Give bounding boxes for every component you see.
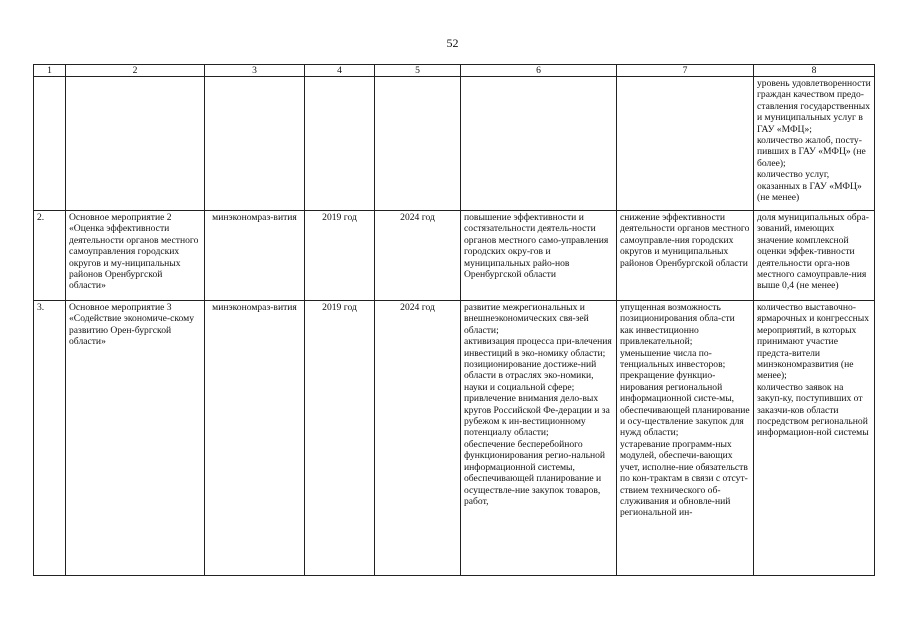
column-number-cell: 4 (305, 65, 375, 77)
table-row-continuation (34, 77, 875, 211)
responsible-cell: минэкономраз-вития (205, 301, 305, 576)
measure-name-cell (66, 77, 205, 211)
column-number-cell: 2 (66, 65, 205, 77)
column-number-cell: 3 (205, 65, 305, 77)
page-number: 52 (446, 36, 459, 50)
measure-name-cell: Основное мероприятие 2 «Оценка эффективности деятельности органов местного самоуправления городских округов и му-ниципальных районов Оренбургской области» (66, 211, 205, 301)
row-number-cell: 2. (34, 211, 66, 301)
end-year-cell (375, 77, 461, 211)
column-number-row (34, 65, 875, 77)
start-year-cell: 2019 год (305, 211, 375, 301)
end-year-cell: 2024 год (375, 211, 461, 301)
table-row-measure-2 (34, 211, 875, 301)
start-year-cell: 2019 год (305, 301, 375, 576)
responsible-cell: минэкономраз-вития (205, 211, 305, 301)
expected-result-cell: повышение эффективности и состязательности деятель-ности органов местного само-управления городских окру-гов и муниципальных райо-нов Оренбургской области (461, 211, 617, 301)
measure-name-cell: Основное мероприятие 3 «Содействие экономиче-скому развитию Орен-бургской области» (66, 301, 205, 576)
start-year-cell (305, 77, 375, 211)
column-number-cell: 5 (375, 65, 461, 77)
row-number-cell (34, 77, 66, 211)
expected-result-cell (461, 77, 617, 211)
column-number-cell: 7 (617, 65, 754, 77)
responsible-cell (205, 77, 305, 211)
row-number-cell: 3. (34, 301, 66, 576)
indicators-cell: уровень удовлетворенности граждан качеством предо-ставления государственных и муниципальных услуг в ГАУ «МФЦ»; количество жалоб, посту-пивших в ГАУ «МФЦ» (не более); количество услуг, оказанных в ГАУ «МФЦ» (не менее) (754, 77, 875, 211)
indicators-cell: количество выставочно-ярмарочных и конгрессных мероприятий, в которых принимают участие предста-вители минэкономразвития (не менее); количество заявок на закуп-ку, поступивших от заказчи-ков области посредством региональной информацион-ной системы (754, 301, 875, 576)
consequences-cell: упущенная возможность позиционирования обла-сти как инвестиционно привлекательной; уменьшение числа по-тенциальных инвесторов; прекращение функцио-нирования региональной информационной систе-мы, обеспечивающей планирование и осу-ществление закупок для нужд области; устаревание программ-ных модулей, обеспечи-вающих учет, исполне-ние обязательств по кон-трактам в связи с отсут-ствием технического об-служивания и обновле-ний региональной ин- (617, 301, 754, 576)
consequences-cell (617, 77, 754, 211)
end-year-cell: 2024 год (375, 301, 461, 576)
column-number-cell: 1 (34, 65, 66, 77)
measures-table (33, 64, 875, 576)
column-number-cell: 8 (754, 65, 875, 77)
table-row-measure-3 (34, 301, 875, 576)
expected-result-cell: развитие межрегиональных и внешнеэкономических свя-зей области; активизация процесса при-влечения инвестиций в эко-номику области; позиционирование достиже-ний области в отраслях эко-номики, науки и социальной сфере; привлечение внимания дело-вых кругов Российской Фе-дерации и за рубежом к ин-вестиционному потенциалу области; обеспечение бесперебойного функционирования регио-нальной информационной системы, обеспечивающей планирование и осуществле-ние закупок товаров, работ, (461, 301, 617, 576)
consequences-cell: снижение эффективности деятельности органов местного самоуправле-ния городских округов и муниципальных районов Оренбургской области (617, 211, 754, 301)
indicators-cell: доля муниципальных обра-зований, имеющих значение комплексной оценки эффек-тивности деятельности орга-нов местного самоуправле-ния выше 0,4 (не менее) (754, 211, 875, 301)
column-number-cell: 6 (461, 65, 617, 77)
